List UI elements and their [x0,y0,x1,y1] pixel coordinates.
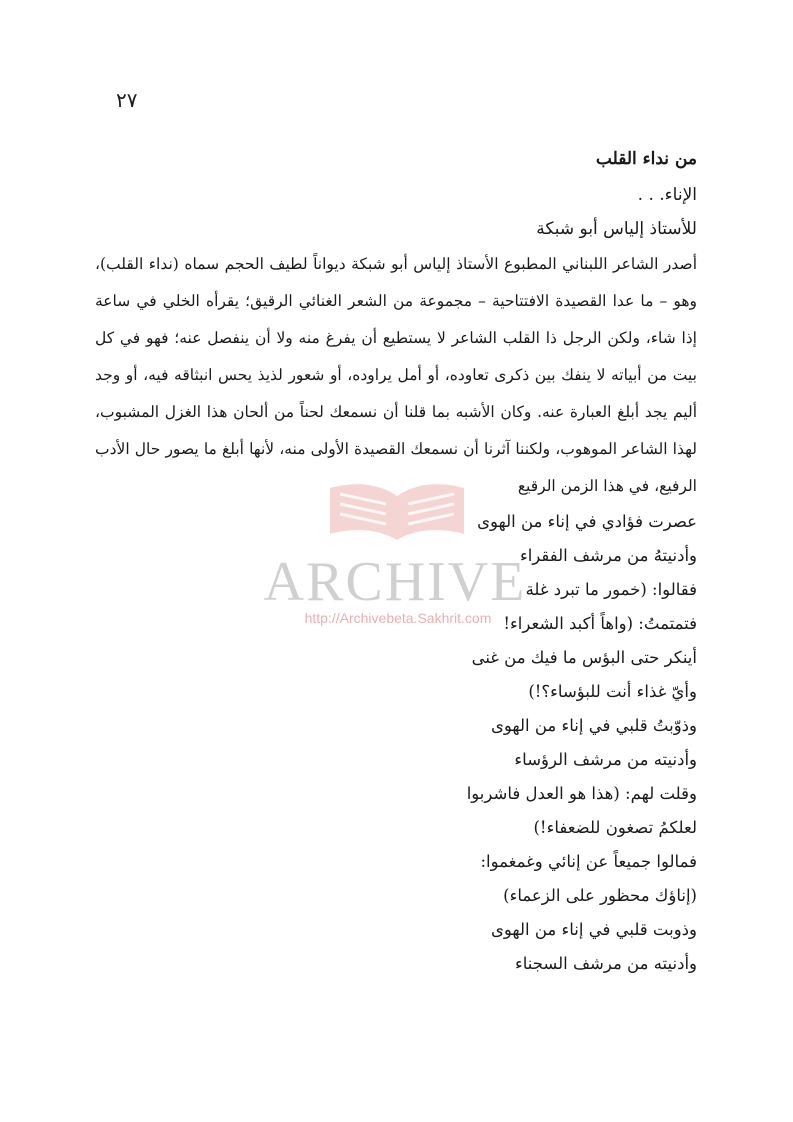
poem-line: وذوّبتُ قلبي في إناء من الهوى [490,716,697,735]
page-number: ٢٧ [116,88,138,112]
article-subtitle: الإناء. . . [637,185,697,205]
article-author: للأستاذ إلياس أبو شبكة [536,219,697,239]
poem-line: وأدنيته من مرشف السجناء [514,954,697,973]
watermark-text: ARCHIVE [263,551,527,613]
article-intro-paragraph: أصدر الشاعر اللبناني المطبوع الأستاذ إلياس أبو شبكة ديواناً لطيف الحجم سماه (نداء القلب)، وهو – ما عدا القصيدة الافتتاحية – مجموعة من الشعر الغنائي الرقيق؛ يقرأه الخلي في ساعة إذا شاء، ولكن الرجل ذا القلب الشاعر لا يستطيع أن يفرغ منه ولا أن ينفصل عنه؛ فهو في كل بيت من أبياته لا ينفك بين ذكرى تعاوده، أو أمل يراوده، أو شعور لذيذ يحس انبثاقه فيه، أو وجد أليم يجد أبلغ العبارة عنه. وكان الأشبه بما قلنا أن نسمعك لحناً من ألحان هذا الغزل المشبوب، لهذا الشاعر الموهوب، ولكننا آثرنا أن نسمعك القصيدة الأولى منه، لأنها أبلغ ما يصور حال الأدب الرفيع، في هذا الزمن الرقيع [95,255,697,495]
poem-line: لعلكمُ تصغون للضعفاء!) [533,818,697,837]
poem [95,505,697,981]
article [95,140,697,981]
poem-line: وأيّ غذاء أنت للبؤساء؟!) [528,682,697,701]
article-title: من نداء القلب [595,149,697,169]
watermark-url: http://Archivebeta.Sakhrit.com [304,610,492,626]
poem-line: وقلت لهم: (هذا هو العدل فاشربوا [466,784,697,803]
poem-line: عصرت فؤادي في إناء من الهوى [477,512,697,531]
poem-line: فقالوا: (خمور ما تبرد غلة [525,580,697,599]
poem-line: أينكر حتى البؤس ما فيك من غنى [471,648,697,667]
poem-line: وأدنيته من مرشف الرؤساء [514,750,697,769]
poem-line: فمالوا جميعاً عن إنائي وغمغموا: [480,852,697,871]
poem-line: وذوبت قلبي في إناء من الهوى [490,920,697,939]
poem-line: (إناؤك محظور على الزعماء) [503,886,697,905]
poem-line: وأدنيتهُ من مرشف الفقراء [519,546,697,565]
poem-line: فتمتمتُ: (واهاً أكبد الشعراء! [503,614,697,633]
